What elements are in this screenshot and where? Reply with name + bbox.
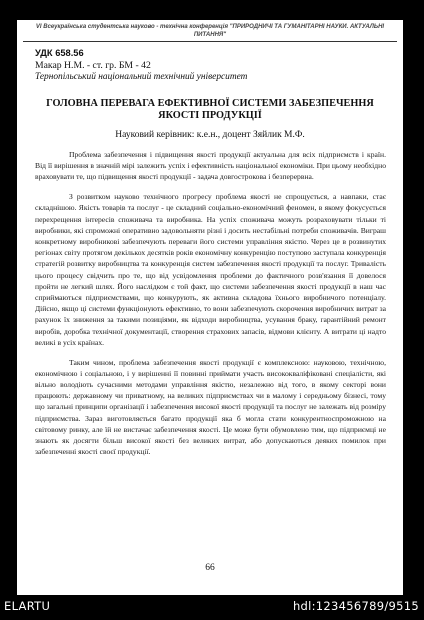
author-line: Макар Н.М. - ст. гр. БМ - 42 bbox=[35, 60, 151, 71]
repository-label: ELARTU bbox=[4, 599, 51, 613]
affiliation: Тернопільський національний технічний університет bbox=[35, 72, 248, 82]
document-page bbox=[17, 20, 403, 595]
paragraph-3: Таким чином, проблема забезпечення якості продукції є комплексною: науковою, технічною, економічною і соціальною, і у вирішенні її повинні приймати участь висококваліфіковані спеціалісти, які вільно володіють сучасними методами управління якістю, незалежно від того, в якому секторі вони працюють: державному чи приватному, на великих підприємствах чи в малому і середньому бізнесі, тому що загальні принципи організації і забезпечення високої якості продукції та послуг не залежать від розміру підприємства. Зараз виготовляється багато продукції яка б могла стати конкурентноспроможною на світовому ринку, але їй не вистачає забезпечення якості. Це може бути обумовлено тим, що підприємці не знають як досягти більш високої якості без великих витрат, або допускаються деяких помилок при забезпеченні якості своєї продукції. bbox=[35, 357, 386, 457]
header-rule bbox=[23, 41, 397, 42]
paragraph-1: Проблема забезпечення і підвищення якості продукції актуальна для всіх підприємств і країн. Від її вирішення в значній мірі залежить успіх і ефективність національної економіки. При цьому необхідно враховувати те, що підвищення якості продукції - задача довгострокова і безперервна. bbox=[35, 150, 386, 182]
handle-label: hdl:123456789/9515 bbox=[292, 599, 419, 613]
conference-header: VI Всеукраїнська студентська науково - технічна конференція "ПРИРОДНИЧІ ТА ГУМАНІТАРНІ НАУКИ. АКТУАЛЬНІ ПИТАННЯ" bbox=[35, 24, 385, 38]
body-text bbox=[35, 149, 386, 457]
paper-title: ГОЛОВНА ПЕРЕВАГА ЕФЕКТИВНОЇ СИСТЕМИ ЗАБЕЗПЕЧЕННЯ ЯКОСТІ ПРОДУКЦІЇ bbox=[46, 98, 374, 121]
udc-code: УДК 658.56 bbox=[35, 48, 84, 58]
scientific-advisor: Науковий керівник: к.е.н., доцент Зяйлик М.Ф. bbox=[115, 130, 305, 140]
page-number: 66 bbox=[205, 563, 215, 573]
paragraph-2: З розвитком науково технічного прогресу проблема якості не спрощується, а навпаки, стає складнішою. Якість товарів та послуг - це складний соціально-економічний феномен, в якому фокусується перехрещення інтересів споживача та виробника. На успіх споживача можуть розраховувати тільки ті виробники, які спроможні оперативно задовольняти різні і досить нестабільні потреби споживачів. Виграш конкретному виробникові забезпечують переваги його системи управління якістю. Через це в розвинутих регіонах світу протягом декількох десятків років економічну конкуренцію поступово заступала конкуренція стратегій розвитку виробництва та конкуренція систем забезпечення якості продукції та послуг. Тривалість цього процесу свідчить про те, що від усвідомлення проблеми до фактичного розв'язання її довелося пройти не легкий шлях. Його наслідком є той факт, що системи забезпечення якості продукції в наш час сприймаються підприємствами, що конкурують, як активна складова їхнього виробничого потенціалу. Дійсно, якщо ці системи функціонують ефективно, то вони забезпечують скорочення виробничих витрат за рахунок їх зниження за такими позиціями, як відходи виробництва, усування браку, гарантійний ремонт виробів, доробка технічної документації, створення страхових запасів, відмови клієнту. А витрати ці надто великі в усіх країнах. bbox=[35, 192, 386, 347]
